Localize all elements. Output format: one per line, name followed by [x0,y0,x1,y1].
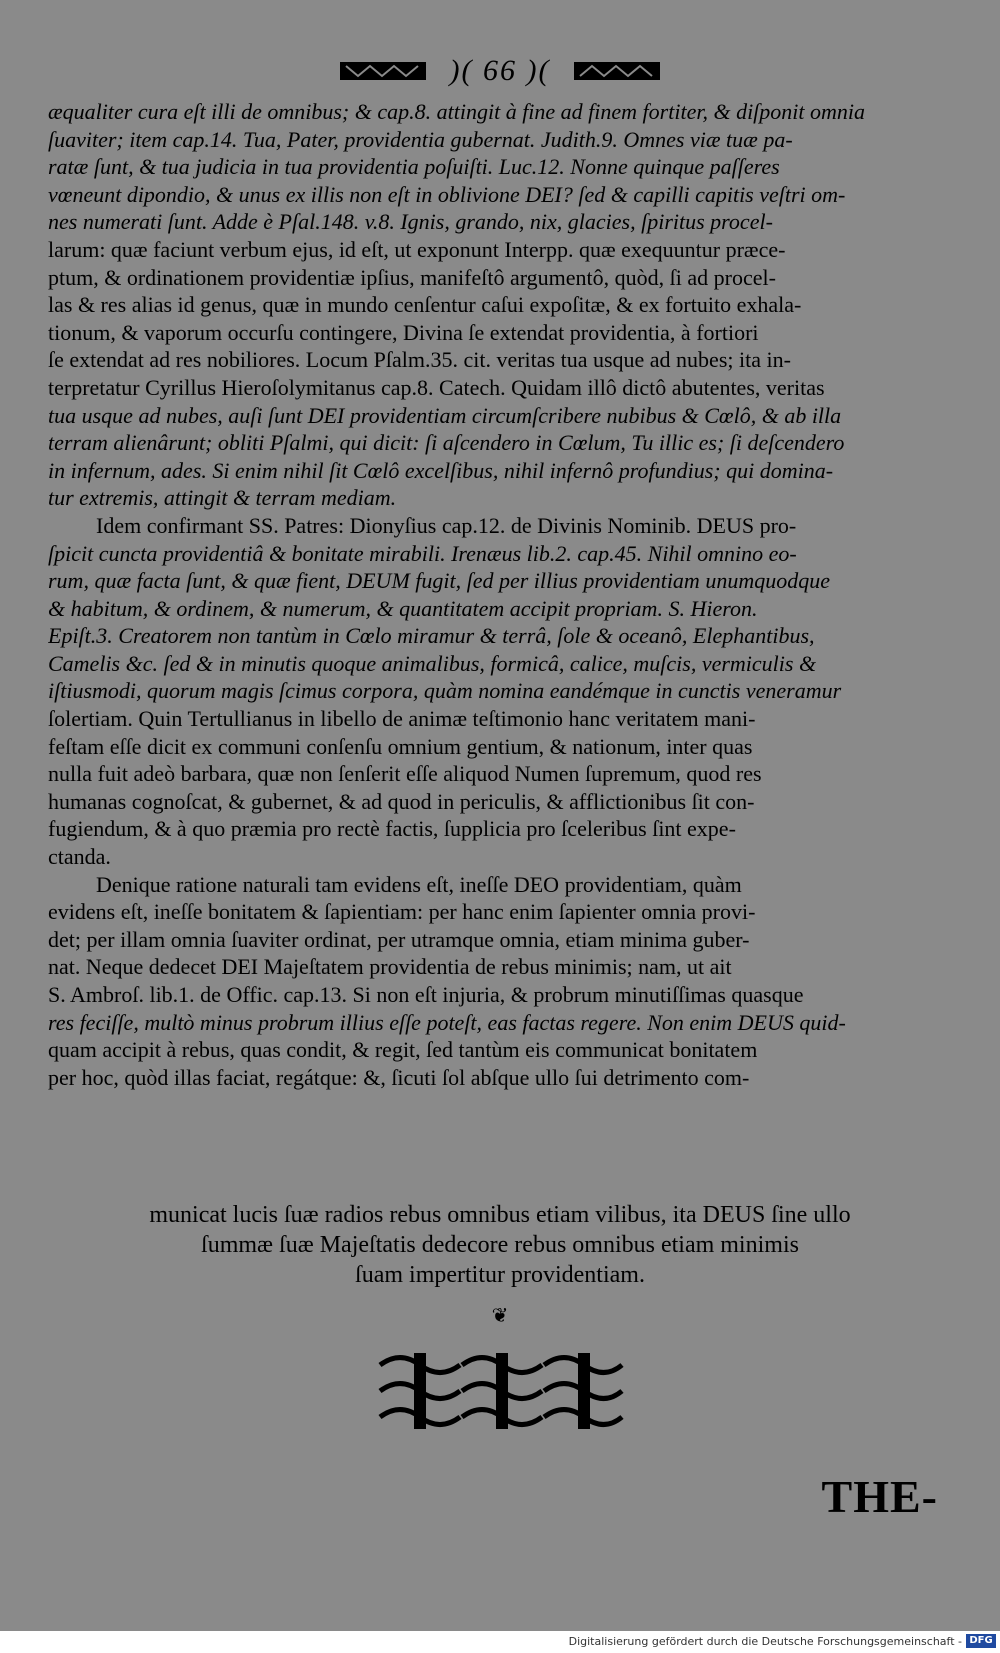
text-line: nat. Neque dedecet DEI Majeſtatem providentia de rebus minimis; nam, ut ait [48,954,732,980]
text-line: vœneunt dipondio, & unus ex illis non eſt in oblivione DEI? ſed & capilli capitis veſtri om- [48,181,846,207]
page-header [0,52,1000,88]
text-line: per hoc, quòd illas faciat, regátque: &, ſicuti ſol abſque ullo ſui detrimento com- [48,1064,750,1090]
closing-lines [0,1200,1000,1290]
text-line: ctanda. [48,844,111,870]
text-line: las & res alias id genus, quæ in mundo cenſentur caſui expoſitæ, & ex fortuito exhala- [48,292,802,318]
page-number: )( 66 )( [449,54,551,88]
footer-credit: Digitalisierung gefördert durch die Deutsche Forschungsgemeinschaft - [568,1635,962,1648]
text-line: S. Ambroſ. lib.1. de Offic. cap.13. Si non eſt injuria, & probrum minutiſſimas quasque [48,982,804,1007]
text-line: ſuam impertitur providentiam. [355,1262,645,1288]
text-line: ſolertiam. Quin Tertullianus in libello de animæ teſtimonio hanc veritatem mani- [48,706,756,732]
text-line: & habitum, & ordinem, & numerum, & quantitatem accipit propriam. S. Hieron. [48,595,758,621]
text-line: rum, quæ facta ſunt, & quæ fient, DEUM fugit, ſed per illius providentiam unumquodque [48,568,830,594]
text-line: in infernum, ades. Si enim nihil ſit Cœlô excelſibus, nihil infernô profundius; qui domina- [48,457,834,483]
text-line: iſtiusmodi, quorum magis ſcimus corpora, quàm nomina eandémque in cunctis veneramur [48,678,842,704]
text-line: tur extremis, attingit & terram mediam. [48,485,397,511]
text-line: nulla fuit adeò barbara, quæ non ſenſerit eſſe aliquod Numen ſupremum, quod res [48,761,762,787]
text-line: ſuaviter; item cap.14. Tua, Pater, providentia gubernat. Judith.9. Omnes viæ tuæ pa- [48,126,793,152]
dfg-logo: DFG [966,1634,996,1648]
text-line: quam accipit à rebus, quas condit, & regit, ſed tantùm eis communicat bonitatem [48,1037,758,1063]
text-line: ſummæ ſuæ Majeſtatis dedecore rebus omnibus etiam minimis [201,1232,799,1258]
catchword: THE- [821,1471,938,1522]
text-line: municat lucis ſuæ radios rebus omnibus etiam vilibus, ita DEUS ſine ullo [149,1202,851,1228]
text-line: humanas cognoſcat, & gubernet, & ad quod in periculis, & afflictionibus ſit con- [48,788,755,814]
text-line: fugiendum, & à quo præmia pro rectè factis, ſupplicia pro ſceleribus ſint expe- [48,816,736,842]
text-line: tionum, & vaporum occurſu contingere, Divina ſe extendat providentia, à fortiori [48,319,759,345]
text-line: ſpicit cuncta providentiâ & bonitate mirabili. Irenæus lib.2. cap.45. Nihil omnino eo- [48,540,797,566]
text-line: tua usque ad nubes, auſi ſunt DEI providentiam circumſcribere nubibus & Cœlô, & ab illa [48,402,842,428]
text-line: ratæ ſunt, & tua judicia in tua providentia poſuiſti. Luc.12. Nonne quinque paſſeres [48,154,780,180]
text-line: ſe extendat ad res nobiliores. Locum Pſalm.35. cit. veritas tua usque ad nubes; ita in- [48,347,791,373]
text-line: Epiſt.3. Creatorem non tantùm in Cœlo miramur & terrâ, ſole & oceanô, Elephantibus, [48,623,815,649]
text-line: æqualiter cura eſt illi de omnibus; & cap.8. attingit à fine ad finem fortiter, & diſponit omnia [48,99,866,124]
text-line: res feciſſe, multò minus probrum illius eſſe poteſt, eas factas regere. Non enim DEUS quid- [48,1009,846,1035]
text-line: Camelis &c. ſed & in minutis quoque animalibus, formicâ, calice, muſcis, vermiculis & [48,650,817,676]
tailpiece-ornament [370,1345,632,1437]
text-line: feſtam eſſe dicit ex communi conſenſu omnium gentium, & nationum, inter quas [48,733,753,759]
text-line: terpretatur Cyrillus Hieroſolymitanus cap.8. Catech. Quidam illô dictô abutentes, veritas [48,374,825,400]
paragraph-start: Idem confirmant SS. Patres: Dionyſius cap.12. de Divinis Nominib. DEUS pro- [96,512,797,538]
paragraph-start: Denique ratione naturali tam evidens eſt, ineſſe DEO providentiam, quàm [96,871,742,897]
fleuron-icon: ❦ [491,1305,509,1327]
text-line: nes numerati ſunt. Adde è Pſal.148. v.8. Ignis, grando, nix, glacies, ſpiritus procel- [48,209,773,235]
text-line: det; per illam omnia ſuaviter ordinat, per utramque omnia, etiam minima guber- [48,926,750,952]
footer-bar [0,1631,1000,1653]
main-text [48,98,938,1091]
text-line: terram alienârunt; obliti Pſalmi, qui dicit: ſi aſcendero in Cœlum, Tu illic es; ſi deſcendero [48,430,845,456]
text-line: evidens eſt, ineſſe bonitatem & ſapientiam: per hanc enim ſapienter omnia provi- [48,899,756,925]
header-ornament-left [338,56,428,86]
text-line: larum: quæ faciunt verbum ejus, id eſt, ut exponunt Interpp. quæ exequuntur præce- [48,236,786,262]
text-line: ptum, & ordinationem providentiæ ipſius, manifeſtô argumentô, quòd, ſi ad procel- [48,264,776,290]
header-ornament-right [572,56,662,86]
